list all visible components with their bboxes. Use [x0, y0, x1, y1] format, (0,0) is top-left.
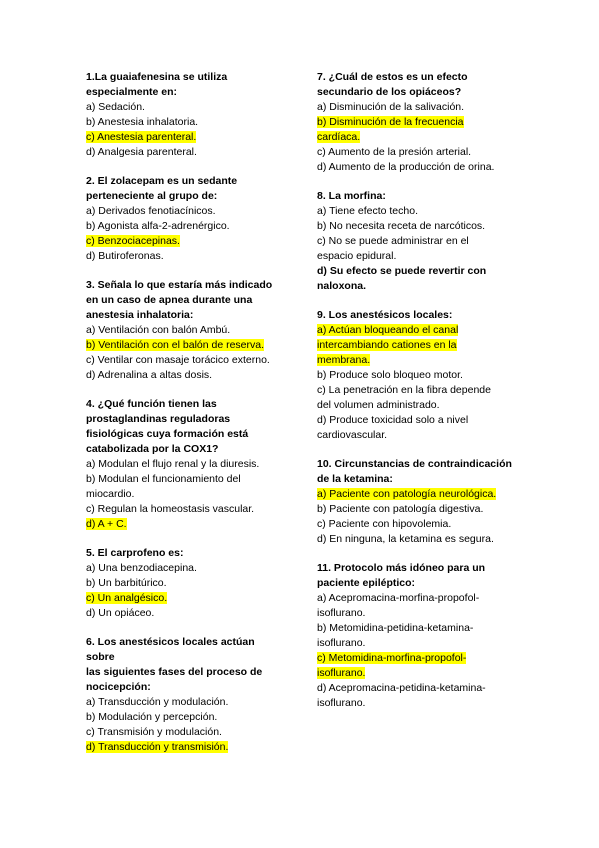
answer-option — [317, 383, 517, 398]
answer-option — [317, 264, 517, 279]
question-11 — [317, 561, 517, 711]
question-6 — [86, 635, 286, 755]
option-text: c) Metomidina-morfina-propofol- — [317, 652, 467, 664]
answer-option — [86, 725, 286, 740]
option-text: c) Aumento de la presión arterial. — [317, 146, 472, 158]
answer-option — [86, 576, 286, 591]
answer-option — [86, 249, 286, 264]
option-text: a) Tiene efecto techo. — [317, 205, 418, 217]
answer-option — [317, 428, 517, 443]
question-title-line: perteneciente al grupo de: — [86, 190, 218, 202]
answer-option — [317, 279, 517, 294]
question-title-line: paciente epiléptico: — [317, 577, 416, 589]
answer-option — [86, 695, 286, 710]
answer-option — [86, 472, 286, 487]
answer-option — [317, 636, 517, 651]
answer-option — [86, 219, 286, 234]
answer-option — [317, 234, 517, 249]
option-text: a) Transducción y modulación. — [86, 696, 229, 708]
option-text: isoflurano. — [317, 637, 366, 649]
option-text: cardíaca. — [317, 131, 361, 143]
answer-option — [86, 457, 286, 472]
answer-option-correct — [317, 130, 517, 145]
option-text: a) Actúan bloqueando el canal — [317, 324, 459, 336]
question-title-line: anestesia inhalatoria: — [86, 309, 194, 321]
answer-option — [317, 413, 517, 428]
left-column — [86, 70, 286, 769]
question-title-line: 5. El carprofeno es: — [86, 547, 184, 559]
answer-option — [317, 100, 517, 115]
answer-option — [317, 591, 517, 606]
option-text: b) Un barbitúrico. — [86, 577, 167, 589]
answer-option — [317, 696, 517, 711]
answer-option — [317, 204, 517, 219]
answer-option — [317, 368, 517, 383]
option-text: d) Su efecto se puede revertir con — [317, 265, 487, 277]
answer-option — [86, 353, 286, 368]
answer-option-correct — [317, 487, 517, 502]
question-8 — [317, 189, 517, 294]
question-3 — [86, 278, 286, 383]
answer-option-correct — [317, 666, 517, 681]
option-text: d) Acepromacina-petidina-ketamina- — [317, 682, 486, 694]
question-title-line: secundario de los opiáceos? — [317, 86, 462, 98]
answer-option — [317, 219, 517, 234]
right-column — [317, 70, 517, 725]
option-text: b) Metomidina-petidina-ketamina- — [317, 622, 474, 634]
question-7 — [317, 70, 517, 175]
answer-option — [86, 606, 286, 621]
question-9 — [317, 308, 517, 443]
answer-option-correct — [86, 591, 286, 606]
option-text: a) Paciente con patología neurológica. — [317, 488, 497, 500]
question-title-line: 2. El zolacepam es un sedante — [86, 175, 238, 187]
question-title-line: de la ketamina: — [317, 473, 393, 485]
question-2 — [86, 174, 286, 264]
answer-option — [317, 398, 517, 413]
option-text: c) No se puede administrar en el — [317, 235, 469, 247]
answer-option-correct — [86, 517, 286, 532]
question-title-line: 3. Señala lo que estaría más indicado — [86, 279, 273, 291]
option-text: d) Analgesia parenteral. — [86, 146, 197, 158]
question-title-line: 1.La guaiafenesina se utiliza — [86, 71, 228, 83]
answer-option — [317, 517, 517, 532]
answer-option — [317, 532, 517, 547]
option-text: b) Anestesia inhalatoria. — [86, 116, 199, 128]
question-title-line: fisiológicas cuya formación está — [86, 428, 249, 440]
option-text: b) Produce solo bloqueo motor. — [317, 369, 463, 381]
question-1 — [86, 70, 286, 160]
option-text: isoflurano. — [317, 667, 366, 679]
option-text: b) Paciente con patología digestiva. — [317, 503, 484, 515]
question-title-line: 9. Los anestésicos locales: — [317, 309, 453, 321]
option-text: d) Adrenalina a altas dosis. — [86, 369, 213, 381]
answer-option-correct — [317, 353, 517, 368]
option-text: a) Disminución de la salivación. — [317, 101, 465, 113]
answer-option — [86, 115, 286, 130]
answer-option — [86, 502, 286, 517]
answer-option — [86, 100, 286, 115]
option-text: a) Derivados fenotiacínicos. — [86, 205, 216, 217]
option-text: intercambiando cationes en la — [317, 339, 457, 351]
option-text: b) Disminución de la frecuencia — [317, 116, 464, 128]
option-text: a) Sedación. — [86, 101, 145, 113]
question-4 — [86, 397, 286, 532]
answer-option — [317, 160, 517, 175]
answer-option-correct — [86, 130, 286, 145]
option-text: c) Un analgésico. — [86, 592, 168, 604]
answer-option — [317, 502, 517, 517]
option-text: d) A + C. — [86, 518, 127, 530]
answer-option — [317, 681, 517, 696]
answer-option — [86, 204, 286, 219]
answer-option-correct — [317, 323, 517, 338]
option-text: b) Modulación y percepción. — [86, 711, 218, 723]
answer-option-correct — [317, 338, 517, 353]
option-text: b) No necesita receta de narcóticos. — [317, 220, 486, 232]
option-text: espacio epidural. — [317, 250, 397, 262]
question-title-line: 10. Circunstancias de contraindicación — [317, 458, 512, 470]
question-title-line: prostaglandinas reguladoras — [86, 413, 231, 425]
question-title-line: 6. Los anestésicos locales actúan sobre — [86, 636, 255, 663]
option-text: c) Paciente con hipovolemia. — [317, 518, 452, 530]
option-text: a) Modulan el flujo renal y la diuresis. — [86, 458, 260, 470]
option-text: d) Aumento de la producción de orina. — [317, 161, 495, 173]
answer-option-correct — [317, 651, 517, 666]
answer-option — [317, 249, 517, 264]
option-text: naloxona. — [317, 280, 367, 292]
option-text: c) Benzociacepinas. — [86, 235, 180, 247]
option-text: isoflurano. — [317, 697, 366, 709]
question-title-line: en un caso de apnea durante una — [86, 294, 253, 306]
question-title-line: nocicepción: — [86, 681, 151, 693]
option-text: d) En ninguna, la ketamina es segura. — [317, 533, 494, 545]
question-title-line: 11. Protocolo más idóneo para un — [317, 562, 486, 574]
option-text: d) Transducción y transmisión. — [86, 741, 229, 753]
answer-option — [86, 145, 286, 160]
question-title-line: 8. La morfina: — [317, 190, 386, 202]
option-text: b) Modulan el funcionamiento del — [86, 473, 241, 485]
option-text: c) Transmisión y modulación. — [86, 726, 222, 738]
answer-option — [317, 145, 517, 160]
option-text: b) Agonista alfa-2-adrenérgico. — [86, 220, 230, 232]
option-text: d) Butiroferonas. — [86, 250, 164, 262]
option-text: miocardio. — [86, 488, 135, 500]
answer-option — [317, 621, 517, 636]
answer-option-correct — [86, 338, 286, 353]
option-text: a) Acepromacina-morfina-propofol- — [317, 592, 480, 604]
answer-option-correct — [86, 234, 286, 249]
option-text: d) Un opiáceo. — [86, 607, 155, 619]
option-text: a) Ventilación con balón Ambú. — [86, 324, 231, 336]
option-text: d) Produce toxicidad solo a nivel — [317, 414, 469, 426]
answer-option — [86, 561, 286, 576]
question-title-line: 4. ¿Qué función tienen las — [86, 398, 217, 410]
option-text: c) La penetración en la fibra depende — [317, 384, 491, 396]
option-text: b) Ventilación con el balón de reserva. — [86, 339, 265, 351]
option-text: c) Regulan la homeostasis vascular. — [86, 503, 255, 515]
question-title-line: las siguientes fases del proceso de — [86, 666, 263, 678]
option-text: a) Una benzodiacepina. — [86, 562, 197, 574]
option-text: cardiovascular. — [317, 429, 388, 441]
question-title-line: catabolizada por la COX1? — [86, 443, 219, 455]
question-title-line: especialmente en: — [86, 86, 178, 98]
answer-option-correct — [86, 740, 286, 755]
question-10 — [317, 457, 517, 547]
answer-option — [86, 487, 286, 502]
option-text: c) Anestesia parenteral. — [86, 131, 197, 143]
option-text: isoflurano. — [317, 607, 366, 619]
answer-option — [86, 323, 286, 338]
answer-option — [86, 710, 286, 725]
answer-option — [317, 606, 517, 621]
answer-option-correct — [317, 115, 517, 130]
option-text: membrana. — [317, 354, 371, 366]
option-text: del volumen administrado. — [317, 399, 440, 411]
question-title-line: 7. ¿Cuál de estos es un efecto — [317, 71, 468, 83]
answer-option — [86, 368, 286, 383]
question-5 — [86, 546, 286, 621]
option-text: c) Ventilar con masaje torácico externo. — [86, 354, 270, 366]
